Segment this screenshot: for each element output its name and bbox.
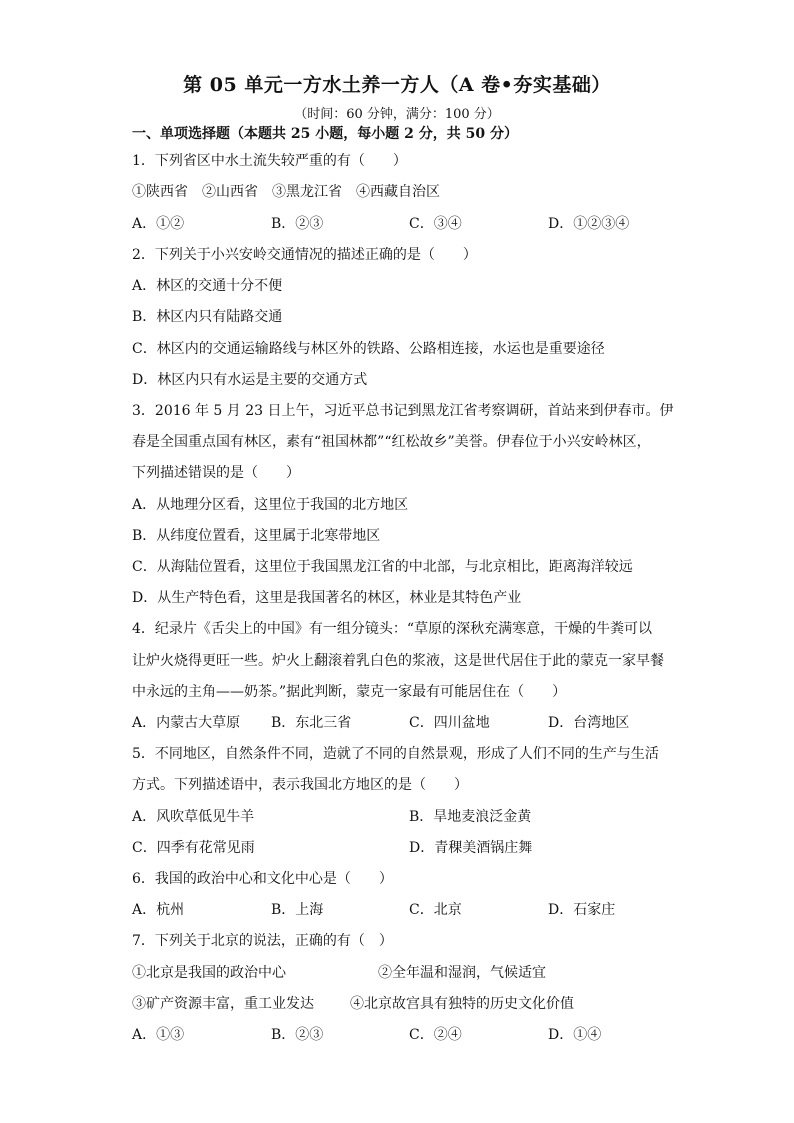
q6-option-c: C．北京: [409, 902, 462, 918]
q4-option-a: A．内蒙古大草原: [132, 715, 241, 731]
q1-option-d: D．①②③④: [548, 216, 630, 232]
q1-option-b: B．②③: [271, 216, 324, 232]
q4-stem-line1: 4．纪录片《舌尖上的中国》有一组分镜头：“草原的深秋充满寒意，干燥的牛粪可以: [132, 621, 653, 637]
q1-items: ①陕西省 ②山西省 ③黑龙江省 ④西藏自治区: [132, 184, 440, 200]
q6-option-d: D．石家庄: [548, 902, 616, 918]
q4-option-c: C．四川盆地: [409, 715, 490, 731]
q6-stem: 6．我国的政治中心和文化中心是（ ）: [132, 871, 393, 887]
exam-info: （时间：60 分钟，满分：100 分）: [294, 107, 500, 122]
q4-stem-line3: 中永远的主角——奶茶。”据此判断，蒙克一家最有可能居住在（ ）: [132, 684, 567, 700]
q7-item-4: ④北京故宫具有独特的历史文化价值: [350, 996, 574, 1012]
q7-item-3: ③矿产资源丰富，重工业发达: [132, 996, 314, 1012]
q6-option-b: B．上海: [271, 902, 324, 918]
q3-option-b: B．从纬度位置看，这里属于北寒带地区: [132, 528, 381, 544]
page-title: 第 05 单元一方水土养一方人（A 卷•夯实基础）: [183, 74, 611, 96]
q7-option-b: B．②③: [271, 1027, 324, 1043]
q5-option-c: C．四季有花常见雨: [132, 840, 255, 856]
q2-option-a: A．林区的交通十分不便: [132, 278, 283, 294]
q5-option-b: B．旱地麦浪泛金黄: [409, 809, 532, 825]
q1-option-a: A．①②: [132, 216, 185, 232]
q4-option-d: D．台湾地区: [548, 715, 630, 731]
q2-option-c: C．林区内的交通运输路线与林区外的铁路、公路相连接，水运也是重要途径: [132, 341, 605, 357]
q5-stem-line1: 5．不同地区，自然条件不同，造就了不同的自然景观，形成了人们不同的生产与生活: [132, 746, 659, 762]
q3-option-c: C．从海陆位置看，这里位于我国黑龙江省的中北部，与北京相比，距离海洋较远: [132, 559, 633, 575]
q7-option-a: A．①③: [132, 1027, 185, 1043]
q5-option-d: D．青稞美酒锅庄舞: [409, 840, 533, 856]
q5-option-a: A．风吹草低见牛羊: [132, 809, 255, 825]
q2-option-b: B．林区内只有陆路交通: [132, 309, 283, 325]
q4-option-b: B．东北三省: [271, 715, 352, 731]
q1-option-c: C．③④: [409, 216, 462, 232]
q7-item-2: ②全年温和湿润，气候适宜: [378, 965, 546, 981]
q3-stem-line1: 3．2016 年 5 月 23 日上午，习近平总书记到黑龙江省考察调研，首站来到伊春市。伊: [132, 403, 674, 419]
q3-stem-line2: 春是全国重点国有林区，素有“祖国林都”“红松故乡”美誉。伊春位于小兴安岭林区，: [132, 434, 651, 450]
q2-stem: 2．下列关于小兴安岭交通情况的描述正确的是（ ）: [132, 247, 477, 263]
q7-option-c: C．②④: [409, 1027, 462, 1043]
q5-stem-line2: 方式。下列描述语中，表示我国北方地区的是（ ）: [132, 777, 468, 793]
q3-stem-line3: 下列描述错误的是（ ）: [132, 465, 300, 481]
section-heading: 一、单项选择题（本题共 25 小题，每小题 2 分，共 50 分）: [132, 126, 518, 142]
q2-option-d: D．林区内只有水运是主要的交通方式: [132, 372, 368, 388]
q7-option-d: D．①④: [548, 1027, 602, 1043]
q7-stem: 7．下列关于北京的说法，正确的有（ ）: [132, 933, 393, 949]
q1-stem: 1．下列省区中水土流失较严重的有（ ）: [132, 153, 407, 169]
q6-option-a: A．杭州: [132, 902, 185, 918]
q3-option-a: A．从地理分区看，这里位于我国的北方地区: [132, 497, 409, 513]
q7-item-1: ①北京是我国的政治中心: [132, 965, 286, 981]
q3-option-d: D．从生产特色看，这里是我国著名的林区，林业是其特色产业: [132, 590, 522, 606]
q4-stem-line2: 让炉火烧得更旺一些。炉火上翻滚着乳白色的浆液，这是世代居住于此的蒙克一家早餐: [132, 653, 664, 669]
